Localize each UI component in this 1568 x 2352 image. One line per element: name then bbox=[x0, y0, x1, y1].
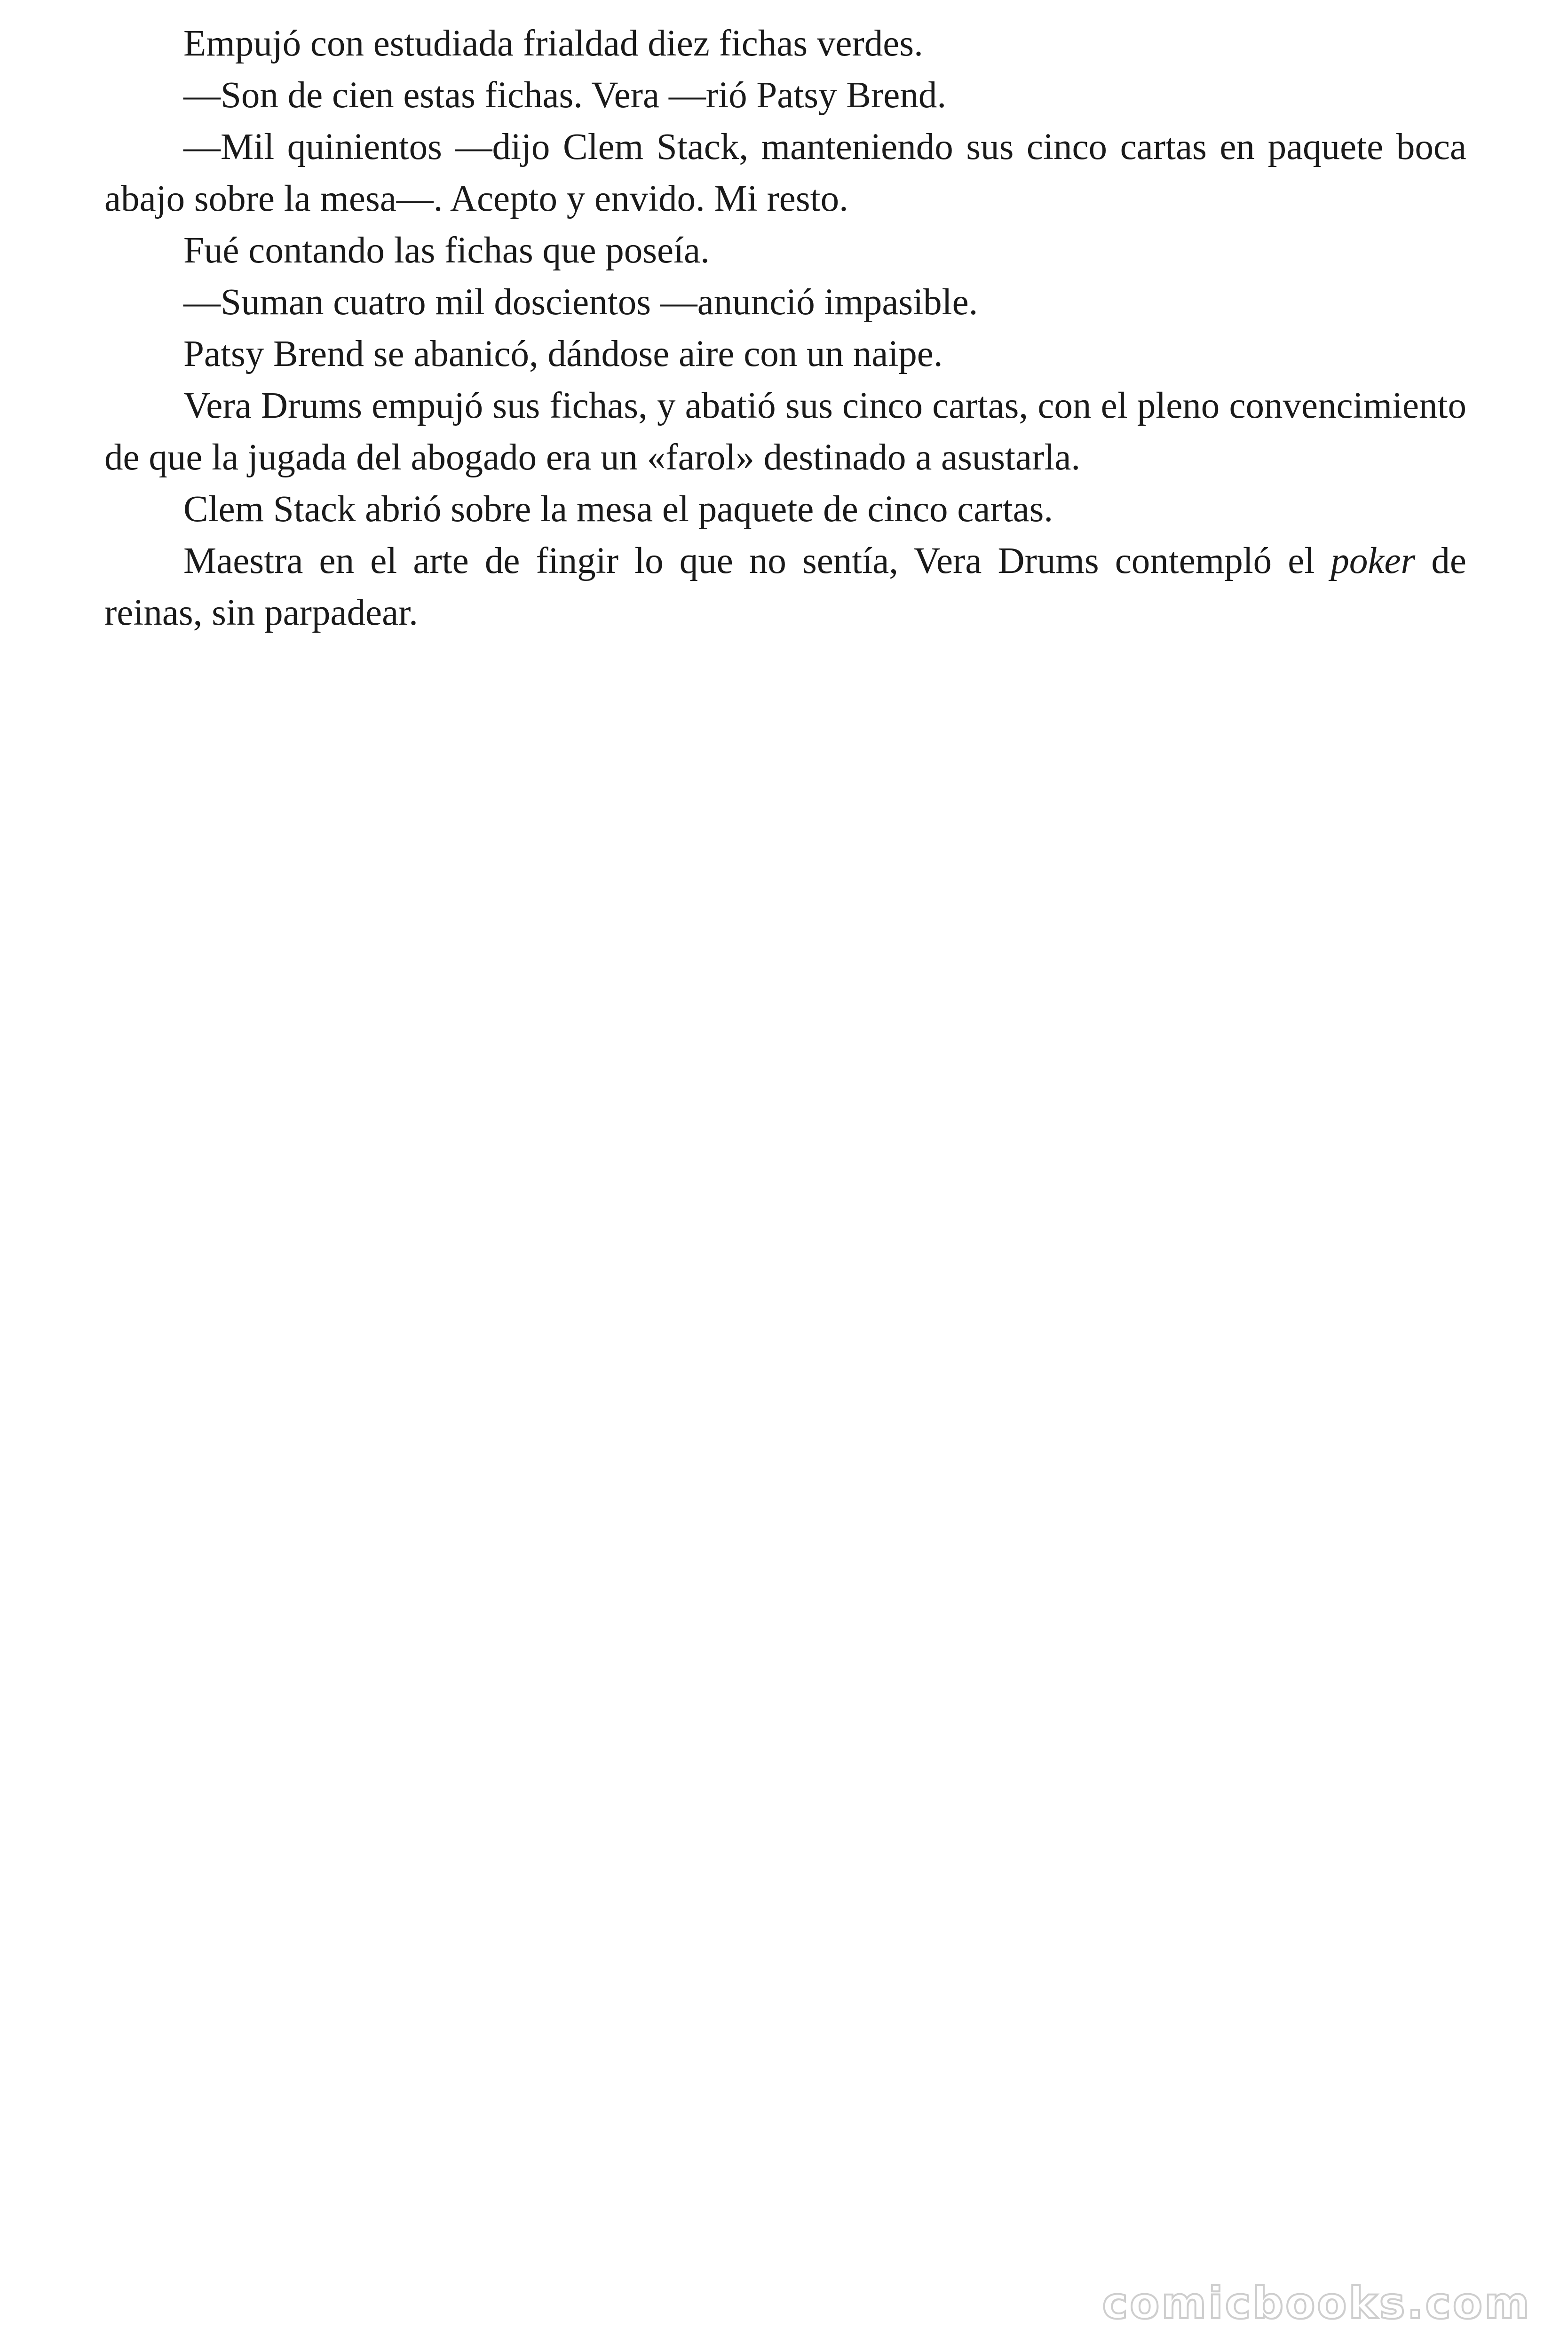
paragraph-5: —Suman cuatro mil doscientos —anunció impasible. bbox=[183, 282, 978, 323]
paragraph-2: —Son de cien estas fichas. Vera —rió Patsy Brend. bbox=[183, 75, 947, 116]
paragraph-9-tail: de reinas, sin parpadear. bbox=[104, 540, 1466, 633]
paragraph-8: Clem Stack abrió sobre la mesa el paquete de cinco cartas. bbox=[183, 489, 1053, 530]
emphasis-poker: poker bbox=[1330, 540, 1416, 581]
paragraph-4: Fué contando las fichas que poseía. bbox=[183, 230, 710, 271]
body-text bbox=[104, 18, 1466, 639]
paragraph-7: Vera Drums empujó sus fichas, y abatió sus cinco cartas, con el pleno convencimiento de que la jugada del abogado era un «farol» destinado a asustarla. bbox=[104, 385, 1466, 478]
paragraph-9-lead: Maestra en el arte de fingir lo que no sentía, Vera Drums contempló el bbox=[183, 540, 1331, 581]
paragraph-9 bbox=[104, 535, 1466, 639]
paragraph-1: Empujó con estudiada frialdad diez fichas verdes. bbox=[183, 23, 923, 64]
paragraph-3: —Mil quinientos —dijo Clem Stack, manteniendo sus cinco cartas en paquete boca abajo sobre la mesa—. Acepto y envido. Mi resto. bbox=[104, 127, 1466, 219]
watermark-logo: comicbooks.com bbox=[1102, 2278, 1531, 2328]
paragraph-6: Patsy Brend se abanicó, dándose aire con un naipe. bbox=[183, 334, 943, 374]
